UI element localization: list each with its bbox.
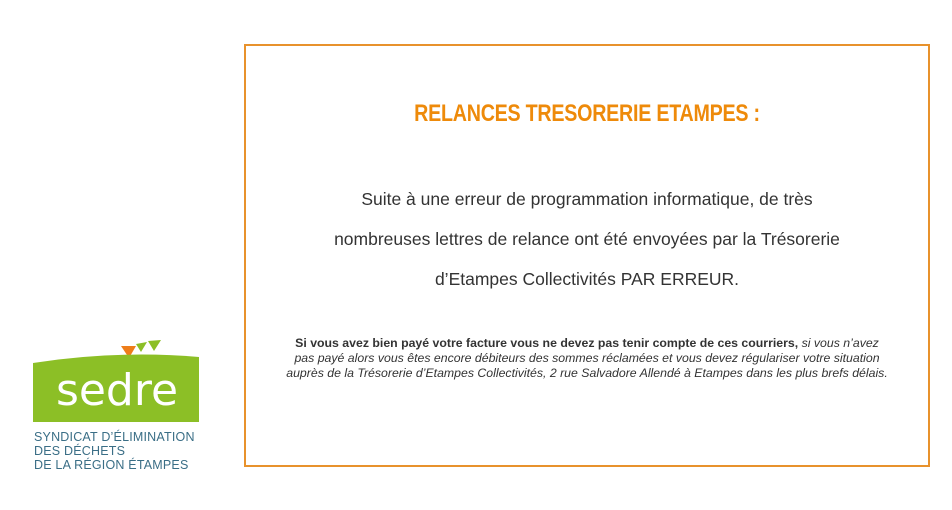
logo-wordmark: sedre xyxy=(55,365,179,416)
notice-body xyxy=(276,179,898,299)
logo-flag-green-1 xyxy=(136,342,147,352)
notice-body-line: Suite à une erreur de programmation informatique, de très xyxy=(361,189,813,209)
logo-subtitle xyxy=(34,430,195,472)
logo-subtitle-line: DE LA RÉGION ÉTAMPES xyxy=(34,458,189,472)
notice-title: RELANCES TRESORERIE ETAMPES : xyxy=(414,100,760,127)
notice-detail-italic: si vous n’avez pas payé alors vous êtes encore débiteurs des sommes réclamées et vous devez régulariser votre situation auprès de la Trésorerie d’Etampes Collectivités, 2 rue Salvadore Allendé à Etampes dans les plus brefs délais. xyxy=(286,336,888,380)
sedre-logo[interactable] xyxy=(33,338,208,478)
notice-detail-bold: Si vous avez bien payé votre facture vous ne devez pas tenir compte de ces courriers xyxy=(295,336,795,350)
logo-flag-green-2 xyxy=(148,340,161,351)
notice-box xyxy=(244,44,930,467)
notice-detail xyxy=(286,336,888,381)
logo-subtitle-line: SYNDICAT D’ÉLIMINATION xyxy=(34,430,195,444)
notice-body-line: nombreuses lettres de relance ont été envoyées par la Trésorerie xyxy=(334,229,840,249)
notice-detail-sep: , xyxy=(794,336,802,350)
logo-subtitle-line: DES DÉCHETS xyxy=(34,444,126,458)
notice-body-line: d’Etampes Collectivités PAR ERREUR. xyxy=(434,269,740,289)
